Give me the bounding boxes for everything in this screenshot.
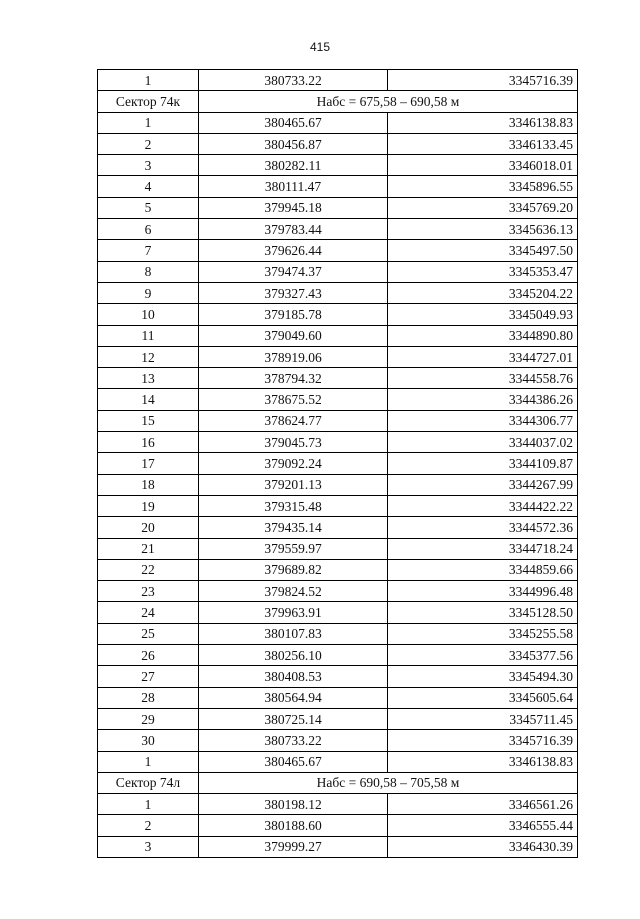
sector-height-range: Набс = 690,58 – 705,58 м bbox=[199, 772, 578, 793]
x-coordinate: 379963.91 bbox=[199, 602, 388, 623]
sector-height-range: Набс = 675,58 – 690,58 м bbox=[199, 91, 578, 112]
table-row bbox=[98, 325, 578, 346]
y-coordinate: 3346138.83 bbox=[388, 112, 578, 133]
point-number: 22 bbox=[98, 559, 199, 580]
x-coordinate: 380733.22 bbox=[199, 730, 388, 751]
x-coordinate: 379049.60 bbox=[199, 325, 388, 346]
x-coordinate: 380408.53 bbox=[199, 666, 388, 687]
point-number: 28 bbox=[98, 687, 199, 708]
y-coordinate: 3344386.26 bbox=[388, 389, 578, 410]
x-coordinate: 380564.94 bbox=[199, 687, 388, 708]
table-row bbox=[98, 730, 578, 751]
coordinates-table bbox=[97, 69, 578, 858]
page-number: 415 bbox=[309, 40, 331, 54]
table-row bbox=[98, 410, 578, 431]
x-coordinate: 379824.52 bbox=[199, 581, 388, 602]
table-row bbox=[98, 304, 578, 325]
point-number: 1 bbox=[98, 112, 199, 133]
table-row bbox=[98, 538, 578, 559]
point-number: 8 bbox=[98, 261, 199, 282]
y-coordinate: 3344422.22 bbox=[388, 495, 578, 516]
sector-name: Сектор 74к bbox=[98, 91, 199, 112]
point-number: 2 bbox=[98, 133, 199, 154]
y-coordinate: 3346555.44 bbox=[388, 815, 578, 836]
table-row bbox=[98, 666, 578, 687]
y-coordinate: 3345049.93 bbox=[388, 304, 578, 325]
x-coordinate: 380256.10 bbox=[199, 645, 388, 666]
x-coordinate: 379626.44 bbox=[199, 240, 388, 261]
table-row bbox=[98, 687, 578, 708]
table-row bbox=[98, 133, 578, 154]
point-number: 29 bbox=[98, 708, 199, 729]
y-coordinate: 3344267.99 bbox=[388, 474, 578, 495]
table-row bbox=[98, 240, 578, 261]
y-coordinate: 3345769.20 bbox=[388, 197, 578, 218]
point-number: 1 bbox=[98, 794, 199, 815]
y-coordinate: 3345255.58 bbox=[388, 623, 578, 644]
x-coordinate: 379999.27 bbox=[199, 836, 388, 857]
x-coordinate: 380198.12 bbox=[199, 794, 388, 815]
y-coordinate: 3345204.22 bbox=[388, 282, 578, 303]
point-number: 25 bbox=[98, 623, 199, 644]
table-row bbox=[98, 794, 578, 815]
y-coordinate: 3345716.39 bbox=[388, 70, 578, 91]
y-coordinate: 3344718.24 bbox=[388, 538, 578, 559]
y-coordinate: 3346133.45 bbox=[388, 133, 578, 154]
x-coordinate: 379201.13 bbox=[199, 474, 388, 495]
point-number: 2 bbox=[98, 815, 199, 836]
y-coordinate: 3344037.02 bbox=[388, 432, 578, 453]
table-row bbox=[98, 453, 578, 474]
x-coordinate: 380733.22 bbox=[199, 70, 388, 91]
table-row bbox=[98, 368, 578, 389]
point-number: 30 bbox=[98, 730, 199, 751]
table-row bbox=[98, 346, 578, 367]
point-number: 13 bbox=[98, 368, 199, 389]
point-number: 5 bbox=[98, 197, 199, 218]
table-row bbox=[98, 219, 578, 240]
point-number: 15 bbox=[98, 410, 199, 431]
x-coordinate: 378794.32 bbox=[199, 368, 388, 389]
x-coordinate: 378919.06 bbox=[199, 346, 388, 367]
y-coordinate: 3345377.56 bbox=[388, 645, 578, 666]
y-coordinate: 3345128.50 bbox=[388, 602, 578, 623]
point-number: 1 bbox=[98, 751, 199, 772]
y-coordinate: 3346561.26 bbox=[388, 794, 578, 815]
y-coordinate: 3344890.80 bbox=[388, 325, 578, 346]
table-row bbox=[98, 495, 578, 516]
point-number: 9 bbox=[98, 282, 199, 303]
y-coordinate: 3345636.13 bbox=[388, 219, 578, 240]
y-coordinate: 3344859.66 bbox=[388, 559, 578, 580]
x-coordinate: 378675.52 bbox=[199, 389, 388, 410]
x-coordinate: 379315.48 bbox=[199, 495, 388, 516]
x-coordinate: 379474.37 bbox=[199, 261, 388, 282]
table-row bbox=[98, 155, 578, 176]
point-number: 12 bbox=[98, 346, 199, 367]
x-coordinate: 379045.73 bbox=[199, 432, 388, 453]
table-row bbox=[98, 517, 578, 538]
sector-name: Сектор 74л bbox=[98, 772, 199, 793]
table-row bbox=[98, 389, 578, 410]
point-number: 26 bbox=[98, 645, 199, 666]
x-coordinate: 380456.87 bbox=[199, 133, 388, 154]
y-coordinate: 3345497.50 bbox=[388, 240, 578, 261]
table-row bbox=[98, 836, 578, 857]
table-row bbox=[98, 645, 578, 666]
y-coordinate: 3345353.47 bbox=[388, 261, 578, 282]
x-coordinate: 379945.18 bbox=[199, 197, 388, 218]
table-row bbox=[98, 623, 578, 644]
point-number: 18 bbox=[98, 474, 199, 495]
y-coordinate: 3345711.45 bbox=[388, 708, 578, 729]
table-row bbox=[98, 559, 578, 580]
x-coordinate: 379435.14 bbox=[199, 517, 388, 538]
x-coordinate: 380107.83 bbox=[199, 623, 388, 644]
y-coordinate: 3344109.87 bbox=[388, 453, 578, 474]
x-coordinate: 379092.24 bbox=[199, 453, 388, 474]
table-row bbox=[98, 197, 578, 218]
y-coordinate: 3344996.48 bbox=[388, 581, 578, 602]
x-coordinate: 380282.11 bbox=[199, 155, 388, 176]
point-number: 3 bbox=[98, 155, 199, 176]
table-row bbox=[98, 70, 578, 91]
table-row bbox=[98, 112, 578, 133]
table-row bbox=[98, 432, 578, 453]
table-row bbox=[98, 815, 578, 836]
y-coordinate: 3344727.01 bbox=[388, 346, 578, 367]
y-coordinate: 3346430.39 bbox=[388, 836, 578, 857]
sector-header-row bbox=[98, 91, 578, 112]
table-row bbox=[98, 474, 578, 495]
table-row bbox=[98, 751, 578, 772]
x-coordinate: 379783.44 bbox=[199, 219, 388, 240]
y-coordinate: 3344306.77 bbox=[388, 410, 578, 431]
x-coordinate: 380188.60 bbox=[199, 815, 388, 836]
x-coordinate: 379185.78 bbox=[199, 304, 388, 325]
point-number: 17 bbox=[98, 453, 199, 474]
table-row bbox=[98, 176, 578, 197]
y-coordinate: 3345494.30 bbox=[388, 666, 578, 687]
y-coordinate: 3345605.64 bbox=[388, 687, 578, 708]
y-coordinate: 3344572.36 bbox=[388, 517, 578, 538]
y-coordinate: 3346018.01 bbox=[388, 155, 578, 176]
point-number: 7 bbox=[98, 240, 199, 261]
point-number: 21 bbox=[98, 538, 199, 559]
x-coordinate: 380111.47 bbox=[199, 176, 388, 197]
x-coordinate: 379327.43 bbox=[199, 282, 388, 303]
point-number: 16 bbox=[98, 432, 199, 453]
sector-header-row bbox=[98, 772, 578, 793]
table-row bbox=[98, 708, 578, 729]
point-number: 14 bbox=[98, 389, 199, 410]
table-row bbox=[98, 581, 578, 602]
x-coordinate: 378624.77 bbox=[199, 410, 388, 431]
y-coordinate: 3346138.83 bbox=[388, 751, 578, 772]
point-number: 23 bbox=[98, 581, 199, 602]
coordinates-table-body bbox=[98, 70, 578, 858]
point-number: 24 bbox=[98, 602, 199, 623]
x-coordinate: 380725.14 bbox=[199, 708, 388, 729]
table-row bbox=[98, 602, 578, 623]
table-row bbox=[98, 282, 578, 303]
x-coordinate: 380465.67 bbox=[199, 751, 388, 772]
y-coordinate: 3345896.55 bbox=[388, 176, 578, 197]
point-number: 27 bbox=[98, 666, 199, 687]
point-number: 6 bbox=[98, 219, 199, 240]
point-number: 19 bbox=[98, 495, 199, 516]
point-number: 1 bbox=[98, 70, 199, 91]
point-number: 4 bbox=[98, 176, 199, 197]
x-coordinate: 379689.82 bbox=[199, 559, 388, 580]
point-number: 10 bbox=[98, 304, 199, 325]
x-coordinate: 379559.97 bbox=[199, 538, 388, 559]
y-coordinate: 3344558.76 bbox=[388, 368, 578, 389]
x-coordinate: 380465.67 bbox=[199, 112, 388, 133]
y-coordinate: 3345716.39 bbox=[388, 730, 578, 751]
point-number: 20 bbox=[98, 517, 199, 538]
table-row bbox=[98, 261, 578, 282]
point-number: 3 bbox=[98, 836, 199, 857]
point-number: 11 bbox=[98, 325, 199, 346]
